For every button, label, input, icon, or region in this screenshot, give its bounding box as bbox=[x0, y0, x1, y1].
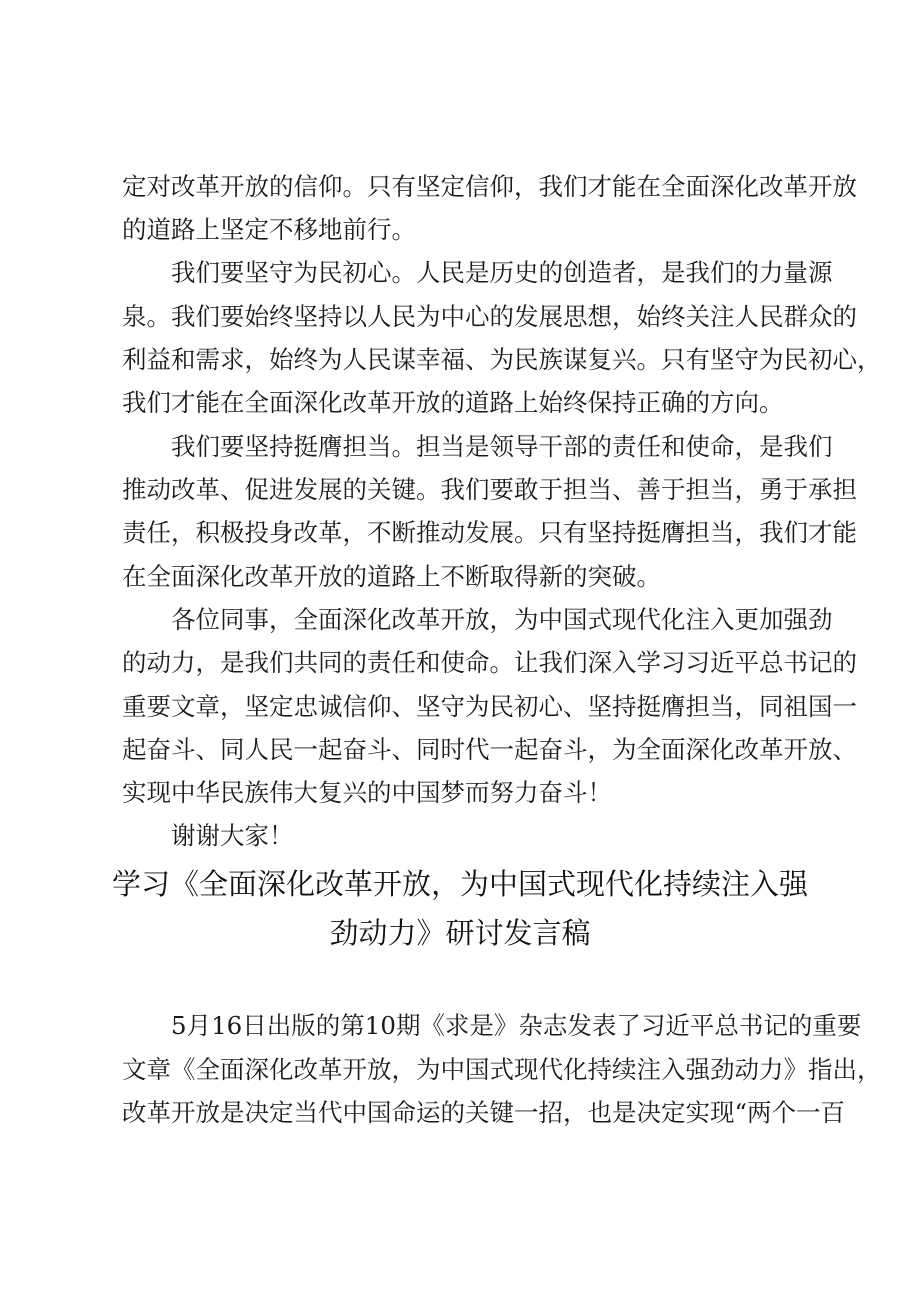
paragraph-3-line-3: 责任，积极投身改革，不断推动发展。只有坚持挺膺担当，我们才能 bbox=[122, 518, 857, 547]
paragraph-5-line-3: 改革开放是决定当代中国命运的关键一招，也是决定实现“两个一百 bbox=[122, 1098, 846, 1127]
paragraph-5-line-1: 5月16日出版的第10期《求是》杂志发表了习近平总书记的重要 bbox=[171, 1011, 862, 1040]
paragraph-4-line-5: 实现中华民族伟大复兴的中国梦而努力奋斗！ bbox=[122, 778, 612, 807]
paragraph-2-line-1: 我们要坚守为民初心。人民是历史的创造者，是我们的力量源 bbox=[171, 258, 833, 287]
paragraph-3-line-4: 在全面深化改革开放的道路上不断取得新的突破。 bbox=[122, 562, 661, 591]
closing-line: 谢谢大家！ bbox=[171, 821, 294, 850]
paragraph-4-line-2: 的动力，是我们共同的责任和使命。让我们深入学习习近平总书记的 bbox=[122, 648, 857, 677]
paragraph-3-line-1: 我们要坚持挺膺担当。担当是领导干部的责任和使命，是我们 bbox=[171, 432, 833, 461]
paragraph-2-line-4: 我们才能在全面深化改革开放的道路上始终保持正确的方向。 bbox=[122, 388, 784, 417]
paragraph-2-line-3: 利益和需求，始终为人民谋幸福、为民族谋复兴。只有坚守为民初心， bbox=[122, 345, 882, 374]
article-heading-line-2: 劲动力》研讨发言稿 bbox=[329, 916, 591, 950]
article-heading-line-1: 学习《全面深化改革开放，为中国式现代化持续注入强 bbox=[111, 867, 808, 901]
paragraph-2-line-2: 泉。我们要始终坚持以人民为中心的发展思想，始终关注人民群众的 bbox=[122, 302, 857, 331]
paragraph-5-line-2: 文章《全面深化改革开放，为中国式现代化持续注入强劲动力》指出， bbox=[122, 1055, 882, 1084]
paragraph-4-line-4: 起奋斗、同人民一起奋斗、同时代一起奋斗，为全面深化改革开放、 bbox=[122, 735, 857, 764]
paragraph-4-line-1: 各位同事，全面深化改革开放，为中国式现代化注入更加强劲 bbox=[171, 605, 833, 634]
paragraph-1-line-1: 定对改革开放的信仰。只有坚定信仰，我们才能在全面深化改革开放 bbox=[122, 172, 857, 201]
paragraph-3-line-2: 推动改革、促进发展的关键。我们要敢于担当、善于担当，勇于承担 bbox=[122, 475, 857, 504]
paragraph-4-line-3: 重要文章，坚定忠诚信仰、坚守为民初心、坚持挺膺担当，同祖国一 bbox=[122, 692, 857, 721]
paragraph-1-line-2: 的道路上坚定不移地前行。 bbox=[122, 215, 416, 244]
